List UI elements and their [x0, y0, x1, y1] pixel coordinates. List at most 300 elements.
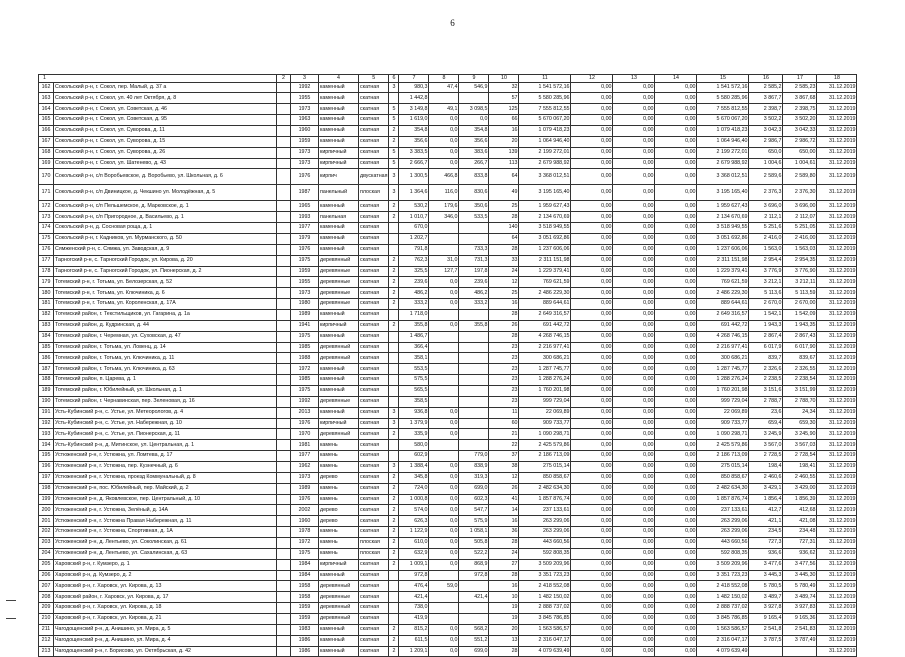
roof-type: скатная — [359, 646, 389, 657]
build-year: 1976 — [291, 169, 319, 185]
col-13: 0,00 — [613, 375, 655, 386]
cost-per-sqm: 2 589,6 — [749, 169, 783, 185]
col-3 — [277, 299, 291, 310]
col-3 — [277, 635, 291, 646]
nonresidential-area: 0,0 — [429, 288, 459, 299]
residents: 66 — [489, 115, 519, 126]
col-13: 0,00 — [613, 212, 655, 223]
total-area: 738,0 — [399, 603, 429, 614]
max-cost-per-sqm: 412,68 — [783, 505, 817, 516]
residential-area: 486,2 — [459, 288, 489, 299]
completion-date: 31.12.2019 — [817, 223, 857, 234]
margin-tick-mark — [6, 600, 16, 601]
owner-funds: 909 733,77 — [697, 418, 749, 429]
col-14: 0,00 — [655, 309, 697, 320]
residents: 10 — [489, 592, 519, 603]
cost-per-sqm: 650,0 — [749, 147, 783, 158]
row-number: 164 — [39, 104, 54, 115]
owner-funds: 4 268 746,15 — [697, 331, 749, 342]
address: Харовский р-н, г. Харовск, ул. Кирова, д. 18 — [54, 603, 277, 614]
cost-per-sqm: 3 776,9 — [749, 266, 783, 277]
residential-area — [459, 603, 489, 614]
residential-area — [459, 581, 489, 592]
residential-area: 421,4 — [459, 592, 489, 603]
cost-per-sqm: 5 780,5 — [749, 581, 783, 592]
total-area: 553,5 — [399, 364, 429, 375]
floors: 5 — [389, 115, 399, 126]
wall-material: каменный — [319, 364, 359, 375]
col-13: 0,00 — [613, 635, 655, 646]
column-number-cell: 4 — [319, 75, 359, 83]
row-number: 192 — [39, 418, 54, 429]
total-area: 1 000,8 — [399, 494, 429, 505]
owner-funds: 1 079 418,23 — [697, 125, 749, 136]
col-12: 0,00 — [571, 364, 613, 375]
residents: 20 — [489, 136, 519, 147]
address: Харовский район, г. Харовск, ул. Кирова, д. 17 — [54, 592, 277, 603]
residents: 20 — [489, 624, 519, 635]
cost-per-sqm: 3 489,7 — [749, 592, 783, 603]
nonresidential-area — [429, 375, 459, 386]
row-number: 174 — [39, 223, 54, 234]
completion-date: 31.12.2019 — [817, 266, 857, 277]
col-12: 0,00 — [571, 115, 613, 126]
wall-material: деревянные — [319, 266, 359, 277]
total-cost: 1 237 606,06 — [519, 244, 571, 255]
owner-funds: 592 808,35 — [697, 548, 749, 559]
total-area: 530,2 — [399, 201, 429, 212]
nonresidential-area: 0,0 — [429, 527, 459, 538]
wall-material: панельный — [319, 185, 359, 201]
total-cost: 2 316 047,17 — [519, 635, 571, 646]
table-row — [39, 342, 857, 353]
residential-area: 547,7 — [459, 505, 489, 516]
wall-material: каменный — [319, 635, 359, 646]
cost-per-sqm: 839,7 — [749, 353, 783, 364]
owner-funds: 1 288 276,24 — [697, 375, 749, 386]
wall-material: деревянный — [319, 581, 359, 592]
table-row — [39, 201, 857, 212]
wall-material: каменный — [319, 125, 359, 136]
completion-date: 31.12.2019 — [817, 201, 857, 212]
completion-date: 31.12.2019 — [817, 624, 857, 635]
total-area: 325,5 — [399, 266, 429, 277]
col-13: 0,00 — [613, 614, 655, 625]
col-12: 0,00 — [571, 559, 613, 570]
total-area: 476,4 — [399, 581, 429, 592]
residential-area — [459, 93, 489, 104]
cost-per-sqm: 3 445,3 — [749, 570, 783, 581]
row-number: 167 — [39, 136, 54, 147]
max-cost-per-sqm: 2 670,00 — [783, 299, 817, 310]
address: Тарногский р-н, с. Тарногский Городок, ул. Кирова, д. 20 — [54, 255, 277, 266]
cost-per-sqm: 2 585,2 — [749, 82, 783, 93]
table-row — [39, 364, 857, 375]
col-12: 0,00 — [571, 396, 613, 407]
roof-type: скатная — [359, 309, 389, 320]
wall-material: деревянные — [319, 592, 359, 603]
col-12: 0,00 — [571, 407, 613, 418]
residential-area — [459, 614, 489, 625]
floors — [389, 244, 399, 255]
col-12: 0,00 — [571, 169, 613, 185]
wall-material: деревянный — [319, 603, 359, 614]
roof-type: скатная — [359, 462, 389, 473]
col-3 — [277, 624, 291, 635]
total-area: 1 388,4 — [399, 462, 429, 473]
col-13: 0,00 — [613, 472, 655, 483]
residential-area: 568,2 — [459, 624, 489, 635]
col-12: 0,00 — [571, 266, 613, 277]
wall-material: каменный — [319, 385, 359, 396]
total-area: 610,0 — [399, 538, 429, 549]
col-14: 0,00 — [655, 538, 697, 549]
total-cost: 1 287 745,77 — [519, 364, 571, 375]
max-cost-per-sqm: 24,34 — [783, 407, 817, 418]
max-cost-per-sqm: 2 460,55 — [783, 472, 817, 483]
residents: 13 — [489, 635, 519, 646]
total-area: 355,8 — [399, 320, 429, 331]
address: Устюженский р-н, д. Лентьево, ул. Соколинская, д. 61 — [54, 538, 277, 549]
row-number: 197 — [39, 472, 54, 483]
row-number: 165 — [39, 115, 54, 126]
residential-area: 602,3 — [459, 494, 489, 505]
completion-date: 31.12.2019 — [817, 158, 857, 169]
address: Сокольский р-н, г. Сокол, ул. Суворова, д. 11 — [54, 125, 277, 136]
wall-material: дерево — [319, 472, 359, 483]
col-13: 0,00 — [613, 462, 655, 473]
address: Тотемский район, г. Тотьма, ул. Ключиника, д. 63 — [54, 364, 277, 375]
table-row — [39, 440, 857, 451]
owner-funds: 3 518 949,55 — [697, 223, 749, 234]
cost-per-sqm: 2 376,3 — [749, 185, 783, 201]
nonresidential-area: 0,0 — [429, 136, 459, 147]
col-3 — [277, 385, 291, 396]
cost-per-sqm: 2 986,7 — [749, 136, 783, 147]
cost-per-sqm: 421,1 — [749, 516, 783, 527]
owner-funds: 2 316 047,17 — [697, 635, 749, 646]
completion-date: 31.12.2019 — [817, 396, 857, 407]
max-cost-per-sqm: 234,48 — [783, 527, 817, 538]
build-year: 1973 — [291, 104, 319, 115]
table-row — [39, 331, 857, 342]
col-3 — [277, 396, 291, 407]
address: Тотемский район, г. Юбилейный, ул. Школьная, д. 1 — [54, 385, 277, 396]
build-year: 1958 — [291, 592, 319, 603]
table-row — [39, 614, 857, 625]
cost-per-sqm: 2 728,5 — [749, 451, 783, 462]
roof-type: скатная — [359, 255, 389, 266]
wall-material: деревянные — [319, 277, 359, 288]
max-cost-per-sqm: 3 867,68 — [783, 93, 817, 104]
nonresidential-area: 116,0 — [429, 185, 459, 201]
max-cost-per-sqm: 3 696,00 — [783, 201, 817, 212]
completion-date: 31.12.2019 — [817, 440, 857, 451]
floors — [389, 440, 399, 451]
address: Тотемский р-н, г. Тотьма, ул. Ключиника, д. 6 — [54, 288, 277, 299]
completion-date: 31.12.2019 — [817, 451, 857, 462]
col-12: 0,00 — [571, 494, 613, 505]
residential-area — [459, 353, 489, 364]
nonresidential-area: 0,0 — [429, 505, 459, 516]
col-14: 0,00 — [655, 516, 697, 527]
floors: 3 — [389, 82, 399, 93]
col-3 — [277, 93, 291, 104]
total-area: 1 718,0 — [399, 309, 429, 320]
owner-funds: 2 888 737,02 — [697, 603, 749, 614]
nonresidential-area — [429, 614, 459, 625]
table-row — [39, 385, 857, 396]
col-13: 0,00 — [613, 429, 655, 440]
total-cost: 1 064 946,40 — [519, 136, 571, 147]
col-14: 0,00 — [655, 440, 697, 451]
floors — [389, 603, 399, 614]
table-row — [39, 309, 857, 320]
col-12: 0,00 — [571, 288, 613, 299]
residents: 16 — [489, 125, 519, 136]
residents: 25 — [489, 288, 519, 299]
table-row — [39, 451, 857, 462]
cost-per-sqm: 936,6 — [749, 548, 783, 559]
roof-type: двускатная — [359, 169, 389, 185]
total-area: 972,8 — [399, 570, 429, 581]
total-area: 936,8 — [399, 407, 429, 418]
completion-date: 31.12.2019 — [817, 592, 857, 603]
completion-date: 31.12.2019 — [817, 299, 857, 310]
total-cost: 443 660,56 — [519, 538, 571, 549]
nonresidential-area: 0,0 — [429, 483, 459, 494]
col-14: 0,00 — [655, 396, 697, 407]
floors: 2 — [389, 472, 399, 483]
address: Устюженский р-н, г. Устюжна, проезд Коммунальный, д. 8 — [54, 472, 277, 483]
col-12: 0,00 — [571, 646, 613, 657]
max-cost-per-sqm: 3 212,11 — [783, 277, 817, 288]
row-number: 195 — [39, 451, 54, 462]
housing-register-table — [38, 74, 857, 657]
total-cost: 3 518 949,55 — [519, 223, 571, 234]
total-area: 421,4 — [399, 592, 429, 603]
address: Устюженский р-н, г. Устюжна, пер. Кузнечный, д. 6 — [54, 462, 277, 473]
total-cost: 3 368 012,51 — [519, 169, 571, 185]
floors: 2 — [389, 624, 399, 635]
row-number: 206 — [39, 570, 54, 581]
roof-type: скатная — [359, 407, 389, 418]
total-cost: 2 134 670,69 — [519, 212, 571, 223]
owner-funds: 3 195 165,40 — [697, 185, 749, 201]
col-3 — [277, 364, 291, 375]
col-13: 0,00 — [613, 185, 655, 201]
roof-type: скатная — [359, 320, 389, 331]
completion-date: 31.12.2019 — [817, 364, 857, 375]
floors: 5 — [389, 147, 399, 158]
col-12: 0,00 — [571, 375, 613, 386]
residents: 23 — [489, 385, 519, 396]
table-row — [39, 624, 857, 635]
build-year: 1978 — [291, 527, 319, 538]
nonresidential-area: 0,0 — [429, 407, 459, 418]
col-3 — [277, 255, 291, 266]
build-year: 1975 — [291, 385, 319, 396]
completion-date: 31.12.2019 — [817, 418, 857, 429]
floors — [389, 233, 399, 244]
nonresidential-area: 0,0 — [429, 147, 459, 158]
max-cost-per-sqm: 2 326,55 — [783, 364, 817, 375]
owner-funds: 2 418 552,08 — [697, 581, 749, 592]
residential-area — [459, 396, 489, 407]
owner-funds: 300 686,21 — [697, 353, 749, 364]
residential-area: 551,2 — [459, 635, 489, 646]
owner-funds: 3 351 723,23 — [697, 570, 749, 581]
completion-date: 31.12.2019 — [817, 331, 857, 342]
col-13: 0,00 — [613, 342, 655, 353]
residential-area — [459, 223, 489, 234]
completion-date: 31.12.2019 — [817, 212, 857, 223]
nonresidential-area — [429, 440, 459, 451]
address: Устюженский р-н, пос. Юбилейный, пер. Майский, д. 2 — [54, 483, 277, 494]
floors: 2 — [389, 136, 399, 147]
residents: 19 — [489, 603, 519, 614]
cost-per-sqm: 2 112,1 — [749, 212, 783, 223]
residents: 23 — [489, 342, 519, 353]
total-area: 670,0 — [399, 223, 429, 234]
completion-date: 31.12.2019 — [817, 342, 857, 353]
total-cost: 2 679 988,92 — [519, 158, 571, 169]
col-14: 0,00 — [655, 603, 697, 614]
completion-date: 31.12.2019 — [817, 559, 857, 570]
col-14: 0,00 — [655, 581, 697, 592]
address: Сокольский р-н, с/п Пригородное, д. Васильево, д. 1 — [54, 212, 277, 223]
floors: 2 — [389, 505, 399, 516]
residential-area: 522,2 — [459, 548, 489, 559]
owner-funds: 2 134 670,69 — [697, 212, 749, 223]
table-row — [39, 592, 857, 603]
row-number: 173 — [39, 212, 54, 223]
roof-type: скатная — [359, 581, 389, 592]
roof-type: скатная — [359, 82, 389, 93]
table-row — [39, 570, 857, 581]
col-12: 0,00 — [571, 538, 613, 549]
residential-area: 731,3 — [459, 255, 489, 266]
row-number: 180 — [39, 288, 54, 299]
col-13: 0,00 — [613, 223, 655, 234]
row-number: 186 — [39, 353, 54, 364]
col-14: 0,00 — [655, 288, 697, 299]
address: Тарногский р-н, с. Тарногский Городок, ул. Пионерская, д. 2 — [54, 266, 277, 277]
total-cost: 1 541 572,16 — [519, 82, 571, 93]
roof-type: скатная — [359, 472, 389, 483]
wall-material: каменный — [319, 223, 359, 234]
completion-date: 31.12.2019 — [817, 353, 857, 364]
table-row — [39, 407, 857, 418]
total-area: 1 010,7 — [399, 212, 429, 223]
col-14: 0,00 — [655, 233, 697, 244]
wall-material: камень — [319, 548, 359, 559]
col-14: 0,00 — [655, 93, 697, 104]
floors — [389, 309, 399, 320]
col-12: 0,00 — [571, 592, 613, 603]
address: Сокольский р-н, с/п Пельшемское, д. Марковское, д. 1 — [54, 201, 277, 212]
col-13: 0,00 — [613, 451, 655, 462]
total-area: 1 122,9 — [399, 527, 429, 538]
address: Чагодощенский р-н, г. Борисово, ул. Октябрьская, д. 42 — [54, 646, 277, 657]
wall-material: дерево — [319, 516, 359, 527]
total-area: 980,3 — [399, 82, 429, 93]
table-row — [39, 635, 857, 646]
completion-date: 31.12.2019 — [817, 288, 857, 299]
residential-area: 239,6 — [459, 277, 489, 288]
total-cost: 1 760 201,98 — [519, 385, 571, 396]
col-12: 0,00 — [571, 603, 613, 614]
page-number: 6 — [450, 18, 455, 28]
col-12: 0,00 — [571, 93, 613, 104]
row-number: 175 — [39, 233, 54, 244]
max-cost-per-sqm: 2 867,43 — [783, 331, 817, 342]
floors — [389, 223, 399, 234]
max-cost-per-sqm: 3 927,83 — [783, 603, 817, 614]
cost-per-sqm: 2 416,0 — [749, 233, 783, 244]
col-3 — [277, 212, 291, 223]
col-14: 0,00 — [655, 429, 697, 440]
row-number: 184 — [39, 331, 54, 342]
col-13: 0,00 — [613, 396, 655, 407]
col-14: 0,00 — [655, 375, 697, 386]
roof-type: скатная — [359, 614, 389, 625]
residents: 28 — [489, 331, 519, 342]
col-12: 0,00 — [571, 385, 613, 396]
nonresidential-area — [429, 385, 459, 396]
cost-per-sqm: 2 398,7 — [749, 104, 783, 115]
completion-date: 31.12.2019 — [817, 527, 857, 538]
row-number: 163 — [39, 93, 54, 104]
col-3 — [277, 581, 291, 592]
col-12: 0,00 — [571, 185, 613, 201]
nonresidential-area — [429, 233, 459, 244]
floors: 3 — [389, 407, 399, 418]
wall-material: деревянный — [319, 429, 359, 440]
wall-material: камень — [319, 538, 359, 549]
residential-area — [459, 233, 489, 244]
build-year: 1989 — [291, 483, 319, 494]
roof-type: скатная — [359, 624, 389, 635]
col-13: 0,00 — [613, 309, 655, 320]
floors — [389, 353, 399, 364]
residential-area — [459, 440, 489, 451]
total-cost: 4 268 746,15 — [519, 331, 571, 342]
table-row — [39, 244, 857, 255]
nonresidential-area: 0,0 — [429, 462, 459, 473]
roof-type: скатная — [359, 396, 389, 407]
cost-per-sqm: 3 042,3 — [749, 125, 783, 136]
table-row — [39, 418, 857, 429]
completion-date: 31.12.2019 — [817, 147, 857, 158]
table-row — [39, 494, 857, 505]
row-number: 166 — [39, 125, 54, 136]
col-3 — [277, 288, 291, 299]
total-area: 354,8 — [399, 125, 429, 136]
roof-type: скатная — [359, 364, 389, 375]
nonresidential-area: 179,6 — [429, 201, 459, 212]
wall-material: каменный — [319, 309, 359, 320]
wall-material: каменный — [319, 136, 359, 147]
build-year: 2013 — [291, 407, 319, 418]
build-year: 1973 — [291, 288, 319, 299]
col-3 — [277, 309, 291, 320]
nonresidential-area: 0,0 — [429, 494, 459, 505]
total-cost: 5 670 067,20 — [519, 115, 571, 126]
address: Сокольский р-н, г. Сокол, ул. Советская, д. 95 — [54, 115, 277, 126]
floors: 2 — [389, 527, 399, 538]
table-row — [39, 646, 857, 657]
